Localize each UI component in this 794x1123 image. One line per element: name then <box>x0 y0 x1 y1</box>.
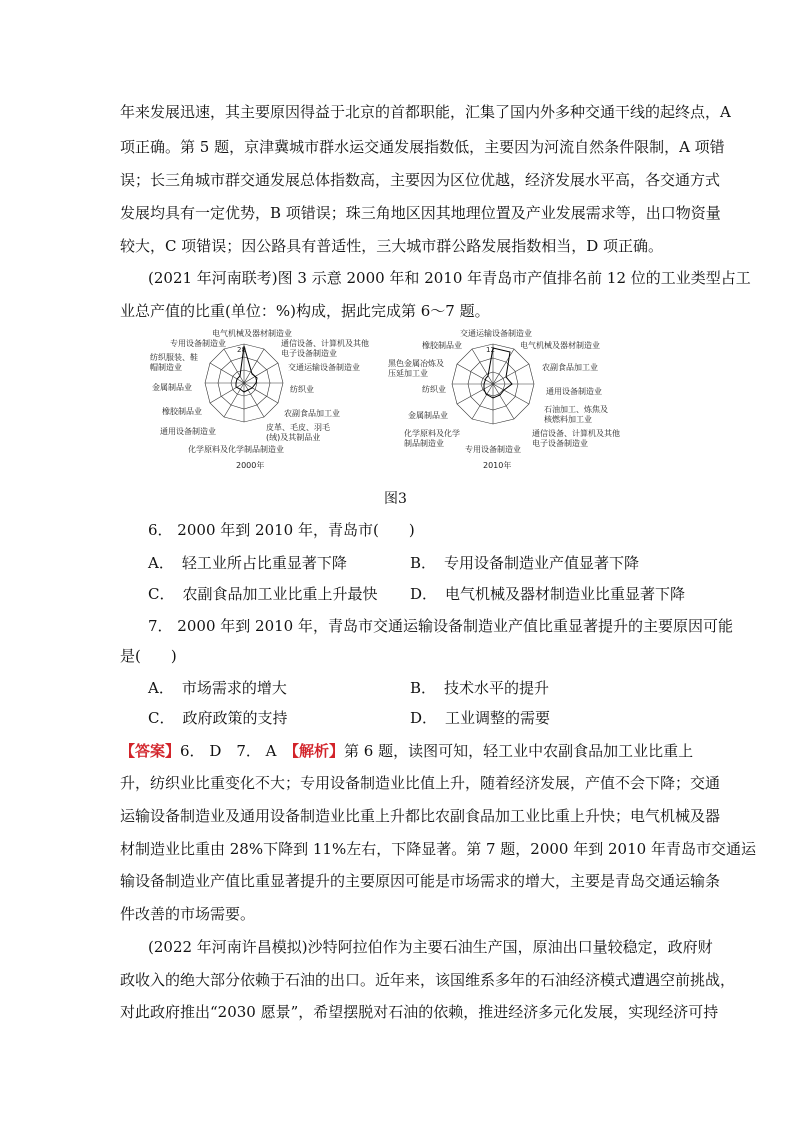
axis-label: 皮革、毛皮、羽毛 <box>266 423 330 432</box>
text-line: 业总产值的比重(单位：%)构成，据此完成第 6～7 题。 <box>120 302 490 320</box>
axis-label: 化学原料及化学 <box>404 429 460 438</box>
axis-label: 交通运输设备制造业 <box>460 329 532 338</box>
text-line: 较大，C 项错误；因公路具有普适性，三大城市群公路发展指数相当，D 项正确。 <box>120 237 664 255</box>
axis-label: 专用设备制造业 <box>170 339 226 348</box>
option-b <box>410 678 549 698</box>
axis-label: 金属制品业 <box>408 411 448 420</box>
option-c <box>148 584 378 604</box>
axis-label: 通用设备制造业 <box>546 387 602 396</box>
text-line: 升，纺织业比重变化不大；专用设备制造业比值上升，随着经济发展，产值不会下降；交通 <box>120 774 721 792</box>
axis-label: 电子设备制造业 <box>281 349 337 358</box>
option-text: 电气机械及器材制造业比重显著下降 <box>445 585 686 603</box>
axis-label: 农副食品加工业 <box>542 363 598 372</box>
answer-tag: 【答案】 <box>120 742 181 760</box>
option-a <box>148 553 347 573</box>
question-stem: 7． 2000 年到 2010 年，青岛市交通运输设备制造业产值比重显著提升的主要原因可能 <box>148 617 733 635</box>
option-label: A． <box>148 679 174 697</box>
option-text: 技术水平的提升 <box>444 679 550 697</box>
question-stem: 6． 2000 年到 2010 年，青岛市( ) <box>148 521 415 539</box>
axis-label: 电子设备制造业 <box>532 439 588 448</box>
analysis-text: 第 6 题，读图可知，轻工业中农副食品加工业比重上 <box>344 742 694 760</box>
option-text: 市场需求的增大 <box>181 679 287 697</box>
radar-2000-labels <box>150 328 369 454</box>
axis-label: 化学原料及化学制品制造业 <box>188 445 284 454</box>
option-text: 轻工业所占比重显著下降 <box>181 554 347 572</box>
text-line: 误；长三角城市群交通发展总体指数高，主要因为区位优越，经济发展水平高，各交通方式 <box>120 171 721 189</box>
question-stem: 是( ) <box>120 647 177 665</box>
axis-label: 电气机械及器材制造业 <box>212 329 292 338</box>
axis-label: 纺织业 <box>422 385 446 394</box>
option-label: A． <box>148 554 174 572</box>
text-line: 材制造业比重由 28%下降到 11%左右，下降显著。第 7 题，2000 年到 2010 年青岛市交通运 <box>120 840 756 858</box>
text-line: 政收入的绝大部分依赖于石油的出口。近年来，该国维系多年的石油经济模式遭遇空前挑战， <box>120 971 736 989</box>
option-label: B． <box>410 554 437 572</box>
tick-label: 28 <box>237 346 246 354</box>
option-text: 专用设备制造业产值显著下降 <box>444 554 640 572</box>
option-label: D． <box>410 585 438 603</box>
text-line: 年来发展迅速，其主要原因得益于北京的首都职能，汇集了国内外多种交通干线的起终点，A <box>120 103 731 121</box>
axis-label: 纺织服装、鞋 <box>150 353 198 362</box>
axis-label: 核燃料加工业 <box>544 415 592 424</box>
radar-charts-svg <box>140 322 660 482</box>
axis-label: 橡胶制品业 <box>162 407 202 416</box>
option-label: B． <box>410 679 437 697</box>
axis-label: 黑色金属冶炼及 <box>388 359 444 368</box>
option-label: C． <box>148 585 175 603</box>
axis-label: 通信设备、计算机及其他 <box>281 339 369 348</box>
analysis-tag: 【解析】 <box>291 742 345 760</box>
axis-label: 压延加工业 <box>388 369 428 378</box>
radar-chart-2010 <box>452 344 534 424</box>
axis-label: 通信设备、计算机及其他 <box>532 429 620 438</box>
axis-label: 专用设备制造业 <box>465 445 521 454</box>
option-text: 工业调整的需要 <box>445 709 551 727</box>
axis-label: 通用设备制造业 <box>160 427 216 436</box>
axis-label: 金属制品业 <box>152 383 192 392</box>
axis-label: (绒)及其制品业 <box>266 433 321 442</box>
axis-label: 帽制造业 <box>150 363 182 372</box>
radar-chart-2000 <box>205 344 283 422</box>
answer-values: 6． D 7． A <box>180 742 292 760</box>
option-label: C． <box>148 709 175 727</box>
option-label: D． <box>410 709 438 727</box>
year-label-2010: 2010年 <box>483 461 512 470</box>
text-line: (2022 年河南许昌模拟)沙特阿拉伯作为主要石油生产国，原油出口量较稳定，政府财 <box>148 938 713 956</box>
text-line: 对此政府推出“2030 愿景”，希望摆脱对石油的依赖，推进经济多元化发展，实现经济可持 <box>120 1003 719 1021</box>
axis-label: 交通运输设备制造业 <box>288 363 360 372</box>
option-text: 农副食品加工业比重上升最快 <box>182 585 378 603</box>
text-line: 运输设备制造业及通用设备制造业比重上升都比农副食品加工业比重上升快；电气机械及器 <box>120 807 721 825</box>
option-c <box>148 708 288 728</box>
text-line: 发展均具有一定优势，B 项错误；珠三角地区因其地理位置及产业发展需求等，出口物资量 <box>120 204 721 222</box>
radar-figure <box>140 322 660 482</box>
text-line: (2021 年河南联考)图 3 示意 2000 年和 2010 年青岛市产值排名前 12 位的工业类型占工 <box>148 269 751 287</box>
axis-label: 电气机械及器材制造业 <box>520 341 600 350</box>
axis-label: 制品制造业 <box>404 439 444 448</box>
tick-label: 12 <box>486 346 495 354</box>
axis-label: 橡胶制品业 <box>422 341 462 350</box>
option-text: 政府政策的支持 <box>182 709 288 727</box>
option-a <box>148 678 287 698</box>
text-line: 件改善的市场需要。 <box>120 905 256 923</box>
data-series-2010 <box>484 348 512 398</box>
year-label-2000: 2000年 <box>236 461 265 470</box>
option-b <box>410 553 639 573</box>
option-d <box>410 584 685 604</box>
axis-label: 石油加工、炼焦及 <box>544 405 608 414</box>
axis-label: 农副食品加工业 <box>284 409 340 418</box>
text-line: 项正确。第 5 题，京津冀城市群水运交通发展指数低，主要因为河流自然条件限制，A 项错 <box>120 138 725 156</box>
answer-line <box>120 741 693 761</box>
figure-caption: 图3 <box>384 491 407 507</box>
text-line: 输设备制造业产值比重显著提升的主要原因可能是市场需求的增大，主要是青岛交通运输条 <box>120 872 721 890</box>
option-d <box>410 708 550 728</box>
axis-label: 纺织业 <box>290 385 314 394</box>
